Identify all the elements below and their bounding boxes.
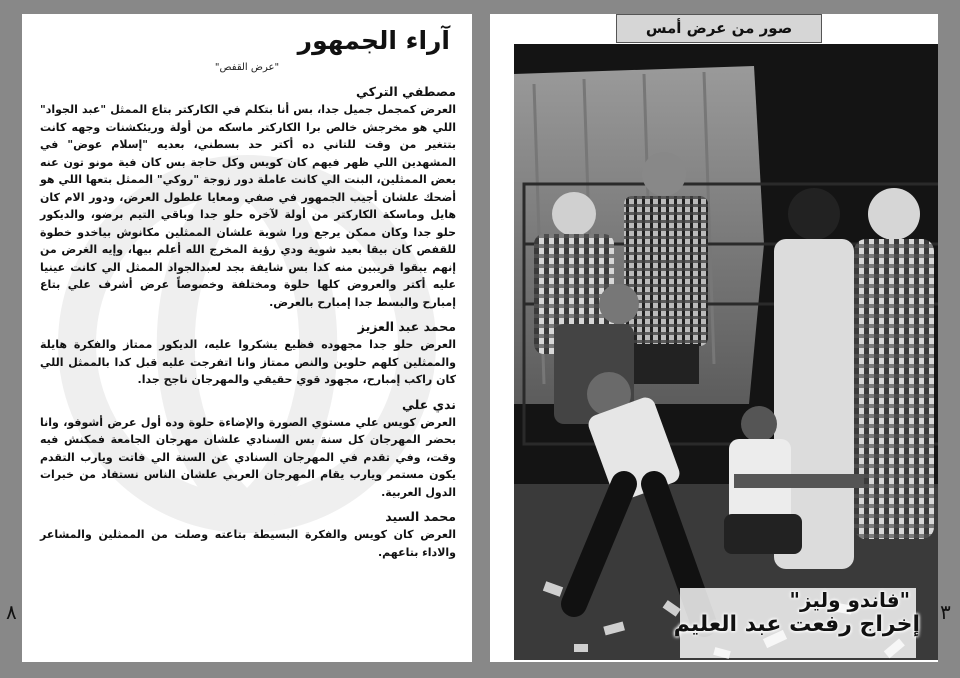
opinion-author: ندي علي	[401, 396, 456, 412]
page-subtitle: "عرض القفص"	[214, 62, 280, 73]
opinion-text: العرض كمجمل جميل جدا، بس أنا بتكلم في الكاركتر بتاع الممثل "عبد الجواد" اللي هو مخرجش خالص برا الكاركتر ماسكه من أولة وريئكشنات وجهه كانت بتتغير من وقت للتاني ده أكتر حد بسطني، بعديه "إسلام عوض" في المشهدين اللي ظهر فيهم كان كويس وكل حاجة بس كان فية مونو تون عنه بعض الممثلين، البنت الي كانت عاملة دور زوجة "روكي" الممثل بتعها اللي هو أضحك علشان أجيب الجمهور في صفي ومعايا علطول العرض، ودور الام كان هايل وماسكة الكاركتر من أولة لآخره حلو جدا وباقي التيم برضو، والديكور حلو جدا وكان ممكن يرجع ورا شوية علشان الممثلين مكانوش بياخدو خطوة للقفص كان بيقا بعيد شوية ودي رؤية المخرج الله أعلم بيها، وإيه الغرض من إنهم يبقوا قريبين منه كدا بس شايفة بجد لعبدالجواد الممثل الي كانت عينيا عليه أكتر والعروض كلها حلوة ومختلفة وخصوصاً عرض أشرف علي بتاع إمبارح والبسط جدا إمبارح بالعرض.	[40, 103, 456, 309]
opinion-author: مصطفي التركي	[356, 84, 456, 99]
opinion-item	[40, 397, 456, 502]
opinion-text: العرض كويس علي مستوي الصورة والإضاءة حلوة وده أول عرض أشوفو، وانا بحضر المهرجان كل سنة بس السنادي علشان مهرجان الجامعة فمكنش فيه وقت، وفي تقدم في المهرجان السنادي عن السنة الي فاتت ويارب التقدم يكون مستمر ويارب يقام المهرجان العربي علشان الناس نستفاد من خبرات الدول العربية.	[40, 415, 456, 499]
page-title: آراء الجمهور	[297, 26, 450, 55]
right-page	[490, 14, 938, 662]
page-number-left: ٨	[6, 600, 17, 624]
page-number-right: ٣	[940, 600, 951, 624]
section-header: صور من عرض أمس	[616, 14, 822, 43]
left-page	[22, 14, 472, 662]
opinion-author: محمد السيد	[385, 509, 456, 524]
opinion-author: محمد عبد العزيز	[357, 319, 456, 334]
opinion-text: العرض كان كويس والفكرة البسيطة بتاعته وصلت من الممثلين والمشاعر والاداء بتاعهم.	[40, 528, 456, 559]
performance-photo	[514, 44, 938, 660]
director-caption: إخراج رفعت عبد العليم	[673, 612, 920, 637]
audience-opinions	[40, 78, 456, 569]
stage-scene-illustration	[514, 44, 938, 660]
opinion-item	[40, 319, 456, 389]
opinion-text: العرض حلو جدا مجهوده فظيع يشكروا عليه، الديكور ممتاز والفكرة هايلة والممثلين كلهم حلوين والنص ممتاز وانا اتفرجت عليه قبل كدا بالممثل اللي كان راكب إمبارح، مجهود قوي حقيقي والمهرجان ناجح جدا.	[40, 338, 456, 386]
opinion-item	[40, 84, 456, 311]
opinion-item	[40, 509, 456, 561]
show-title-caption: "فاندو وليز"	[789, 588, 910, 612]
